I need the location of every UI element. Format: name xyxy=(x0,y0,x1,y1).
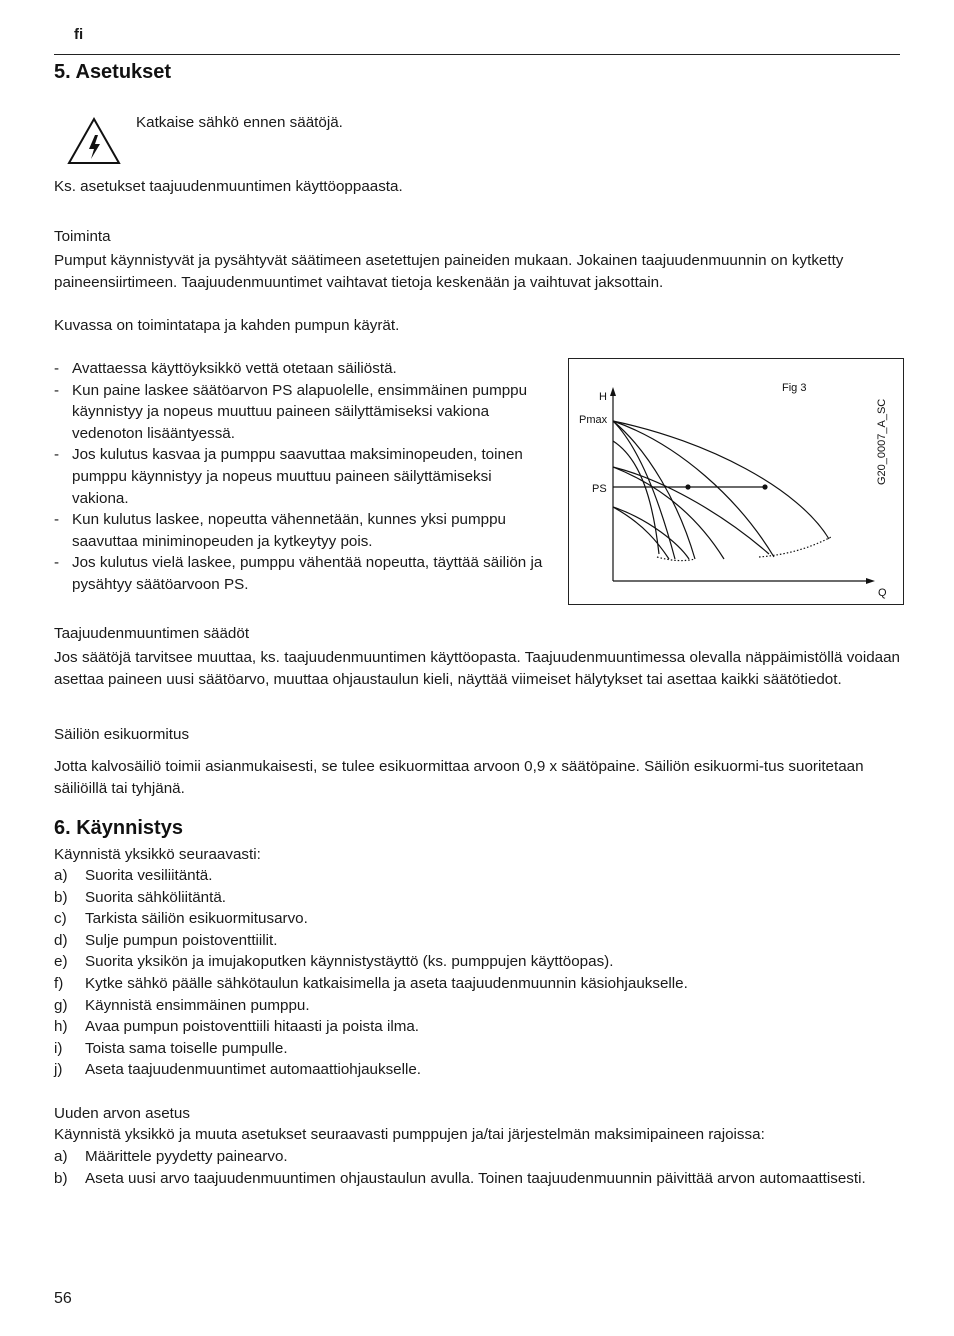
pump-curve xyxy=(613,507,689,559)
new-value-intro: Käynnistä yksikkö ja muuta asetukset seuraavasti pumppujen ja/tai järjestelmän maksimipaineen rajoissa: xyxy=(54,1126,765,1143)
pump-curves xyxy=(613,421,831,561)
drive-heading: Taajuudenmuuntimen säädöt xyxy=(54,625,250,642)
section-6-title: 6. Käynnistys xyxy=(54,817,183,839)
pump-curve-figure xyxy=(568,358,904,605)
list-item: d) Sulje pumpun poistoventtiilit. xyxy=(54,931,278,949)
toiminta-heading: Toiminta xyxy=(54,228,111,245)
ps-label: PS xyxy=(592,483,607,495)
startup-intro: Käynnistä yksikkö seuraavasti: xyxy=(54,846,261,863)
x-axis-arrow xyxy=(866,578,875,584)
pump-curve xyxy=(613,421,675,559)
reference-text: Ks. asetukset taajuudenmuuntimen käyttöoppaasta. xyxy=(54,178,403,195)
ps-intersection-point xyxy=(685,484,690,489)
figure-label: Fig 3 xyxy=(782,382,807,394)
axis-y-label: H xyxy=(599,391,607,403)
figure-intro: Kuvassa on toimintatapa ja kahden pumpun käyrät. xyxy=(54,317,400,334)
pump-curve xyxy=(613,421,774,557)
list-item: g) Käynnistä ensimmäinen pumppu. xyxy=(54,996,310,1014)
tank-heading: Säiliön esikuormitus xyxy=(54,726,190,743)
new-value-heading: Uuden arvon asetus xyxy=(54,1105,190,1122)
list-item: i) Toista sama toiselle pumpulle. xyxy=(54,1039,288,1057)
list-item: a) Suorita vesiliitäntä. xyxy=(54,867,213,884)
list-item: h) Avaa pumpun poistoventtiili hitaasti ja poista ilma. xyxy=(54,1018,420,1036)
tank-paragraph: Jotta kalvosäiliö toimii asianmukaisesti, se tulee esikuormittaa arvoon 0,9 x säätöpaine. Säiliön esikuormi-tus suoritetaan säiliöillä tai tyhjänä. xyxy=(54,758,864,797)
warning-text: Katkaise sähkö ennen säätöjä. xyxy=(136,114,343,131)
list-item: b) Aseta uusi arvo taajuudenmuuntimen ohjaustaulun avulla. Toinen taajuudenmuunnin päivittää arvon automaattisesti. xyxy=(54,1169,866,1187)
list-item: j) Aseta taajuudenmuuntimet automaattiohjaukselle. xyxy=(54,1061,422,1079)
list-item: a) Määrittele pyydetty painearvo. xyxy=(54,1148,288,1165)
list-item: - Kun kulutus laskee, nopeutta vähennetään, kunnes yksi pumppu saavuttaa miniminopeuden ja kytkeytyy pois. xyxy=(54,509,548,552)
language-code: fi xyxy=(74,26,84,43)
min-speed-curve xyxy=(759,537,831,557)
list-item: - Avattaessa käyttöyksikkö vettä otetaan säiliöstä. xyxy=(54,358,548,380)
section-5-title: 5. Asetukset xyxy=(54,61,172,83)
pump-curve xyxy=(613,507,669,559)
page-number: 56 xyxy=(54,1290,72,1307)
pump-curve xyxy=(613,421,695,559)
y-axis-arrow xyxy=(610,387,616,396)
startup-steps xyxy=(54,865,900,1081)
list-item: - Kun paine laskee säätöarvon PS alapuolelle, ensimmäinen pumppu käynnistyy ja nopeus muuttuu paineen säilyttämiseksi vakiona vedenoton lisääntyessä. xyxy=(54,380,548,445)
new-value-steps xyxy=(54,1146,900,1189)
toiminta-paragraph: Pumput käynnistyvät ja pysähtyvät säätimeen asetettujen paineiden mukaan. Jokainen taajuudenmuunnin on kytketty paineensiirtimeen. Taajuudenmuuntimet vaihtavat tietoja keskenään ja vaihtuvat jaksottain. xyxy=(54,252,844,291)
axis-x-label: Q xyxy=(878,587,887,599)
list-item: c) Tarkista säiliön esikuormitusarvo. xyxy=(54,910,308,928)
operation-list xyxy=(54,358,548,596)
header-rule xyxy=(54,54,900,55)
list-item: - Jos kulutus vielä laskee, pumppu vähentää nopeutta, täyttää säiliön ja pysähtyy säätöarvoon PS. xyxy=(54,552,548,595)
electric-warning-icon xyxy=(66,116,122,173)
pmax-label: Pmax xyxy=(579,414,608,426)
list-item: e) Suorita yksikön ja imujakoputken käynnistystäyttö (ks. pumppujen käyttöopas). xyxy=(54,953,614,971)
list-item: - Jos kulutus kasvaa ja pumppu saavuttaa maksiminopeuden, toinen pumppu käynnistyy ja nopeus muuttuu paineen säilyttämiseksi vakiona. xyxy=(54,444,548,509)
figure-code: G20_0007_A_SC xyxy=(876,398,888,485)
ps-intersection-point xyxy=(762,484,767,489)
drive-paragraph: Jos säätöjä tarvitsee muuttaa, ks. taajuudenmuuntimen käyttöopasta. Taajuudenmuuntimessa olevalla näppäimistöllä voidaan asettaa paineen uusi säätöarvo, muuttaa ohjaustaulun kieli, näyttää viimeiset hälytykset tai asettaa kaikki säätötiedot. xyxy=(54,649,900,688)
list-item: f) Kytke sähkö päälle sähkötaulun katkaisimella ja aseta taajuudenmuunnin käsiohjaukselle. xyxy=(54,974,688,992)
pump-curve xyxy=(613,467,769,554)
list-item: b) Suorita sähköliitäntä. xyxy=(54,888,226,906)
